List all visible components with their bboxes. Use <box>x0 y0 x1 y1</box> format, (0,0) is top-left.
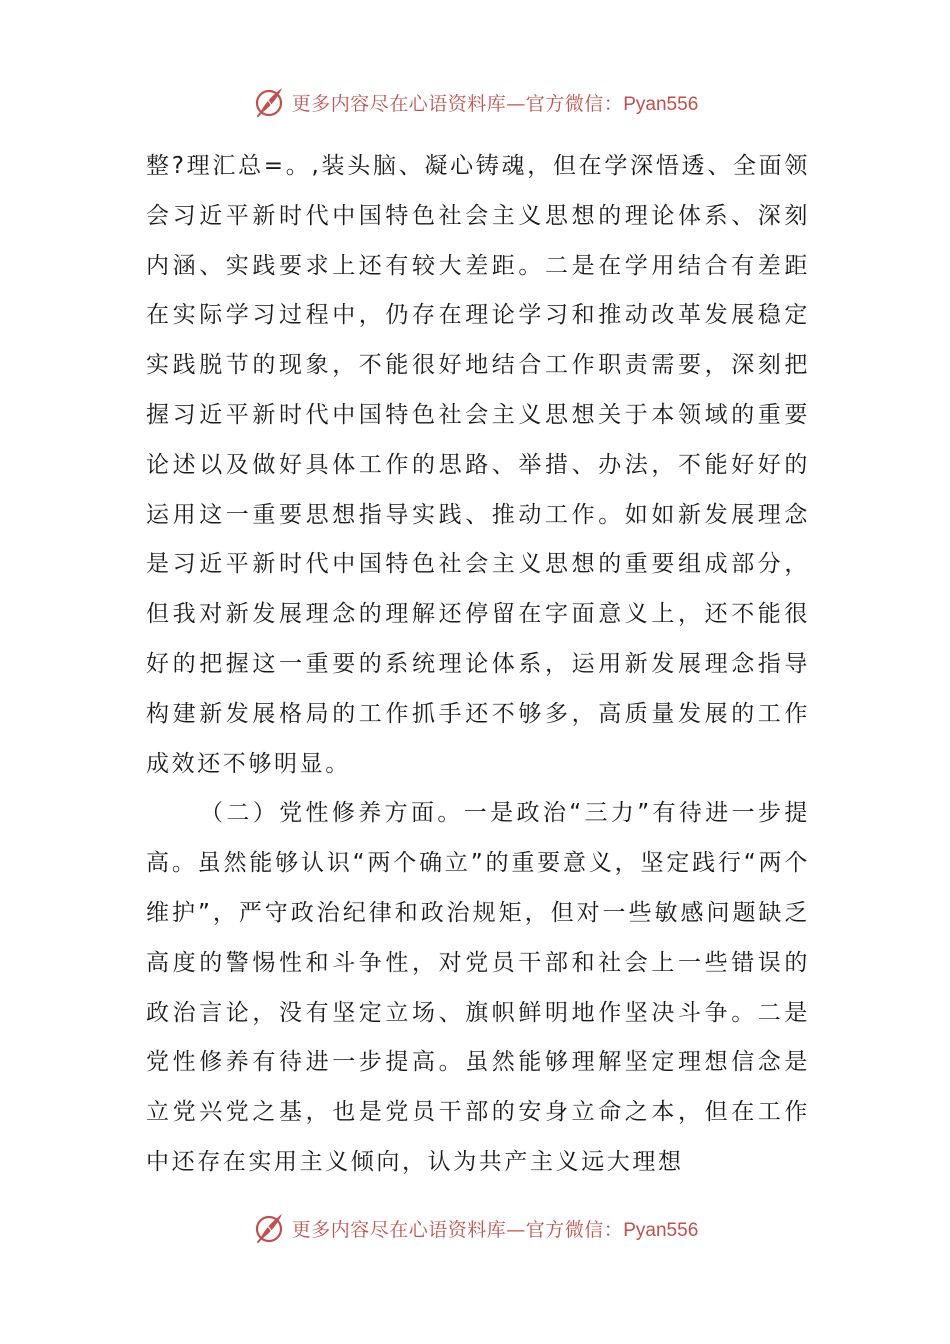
quill-logo-icon <box>252 85 286 119</box>
quill-logo-icon <box>252 1211 286 1245</box>
watermark-site-text: 更多内容尽在心语资料库—官方微信： <box>291 1218 624 1241</box>
document-body <box>146 142 810 1188</box>
watermark-text <box>292 1215 699 1242</box>
footer-watermark <box>0 1208 950 1248</box>
watermark-text <box>292 89 699 116</box>
header-watermark <box>0 82 950 122</box>
watermark-site-text: 更多内容尽在心语资料库—官方微信： <box>291 92 624 115</box>
watermark-wechat-id: Pyan556 <box>623 1219 699 1241</box>
watermark-wechat-id: Pyan556 <box>623 93 699 115</box>
paragraph-2: （二）党性修养方面。一是政治“三力”有待进一步提高。虽然能够认识“两个确立”的重要意义，坚定践行“两个维护”，严守政治纪律和政治规矩，但对一些敏感问题缺乏高度的警惕性和斗争性，对党员干部和社会上一些错误的政治言论，没有坚定立场、旗帜鲜明地作坚决斗争。二是党性修养有待进一步提高。虽然能够理解坚定理想信念是立党兴党之基，也是党员干部的安身立命之本，但在工作中还存在实用主义倾向，认为共产主义远大理想 <box>146 800 810 1175</box>
paragraph-1: 整?理汇总=。,装头脑、凝心铸魂，但在学深悟透、全面领会习近平新时代中国特色社会主义思想的理论体系、深刻内涵、实践要求上还有较大差距。二是在学用结合有差距在实际学习过程中，仍存在理论学习和推动改革发展稳定实践脱节的现象，不能很好地结合工作职责需要，深刻把握习近平新时代中国特色社会主义思想关于本领域的重要论述以及做好具体工作的思路、举措、办法，不能好好的运用这一重要思想指导实践、推动工作。如如新发展理念是习近平新时代中国特色社会主义思想的重要组成部分，但我对新发展理念的理解还停留在字面意义上，还不能很好的把握这一重要的系统理论体系，运用新发展理念指导构建新发展格局的工作抓手还不够多，高质量发展的工作成效还不够明显。 <box>146 153 810 777</box>
